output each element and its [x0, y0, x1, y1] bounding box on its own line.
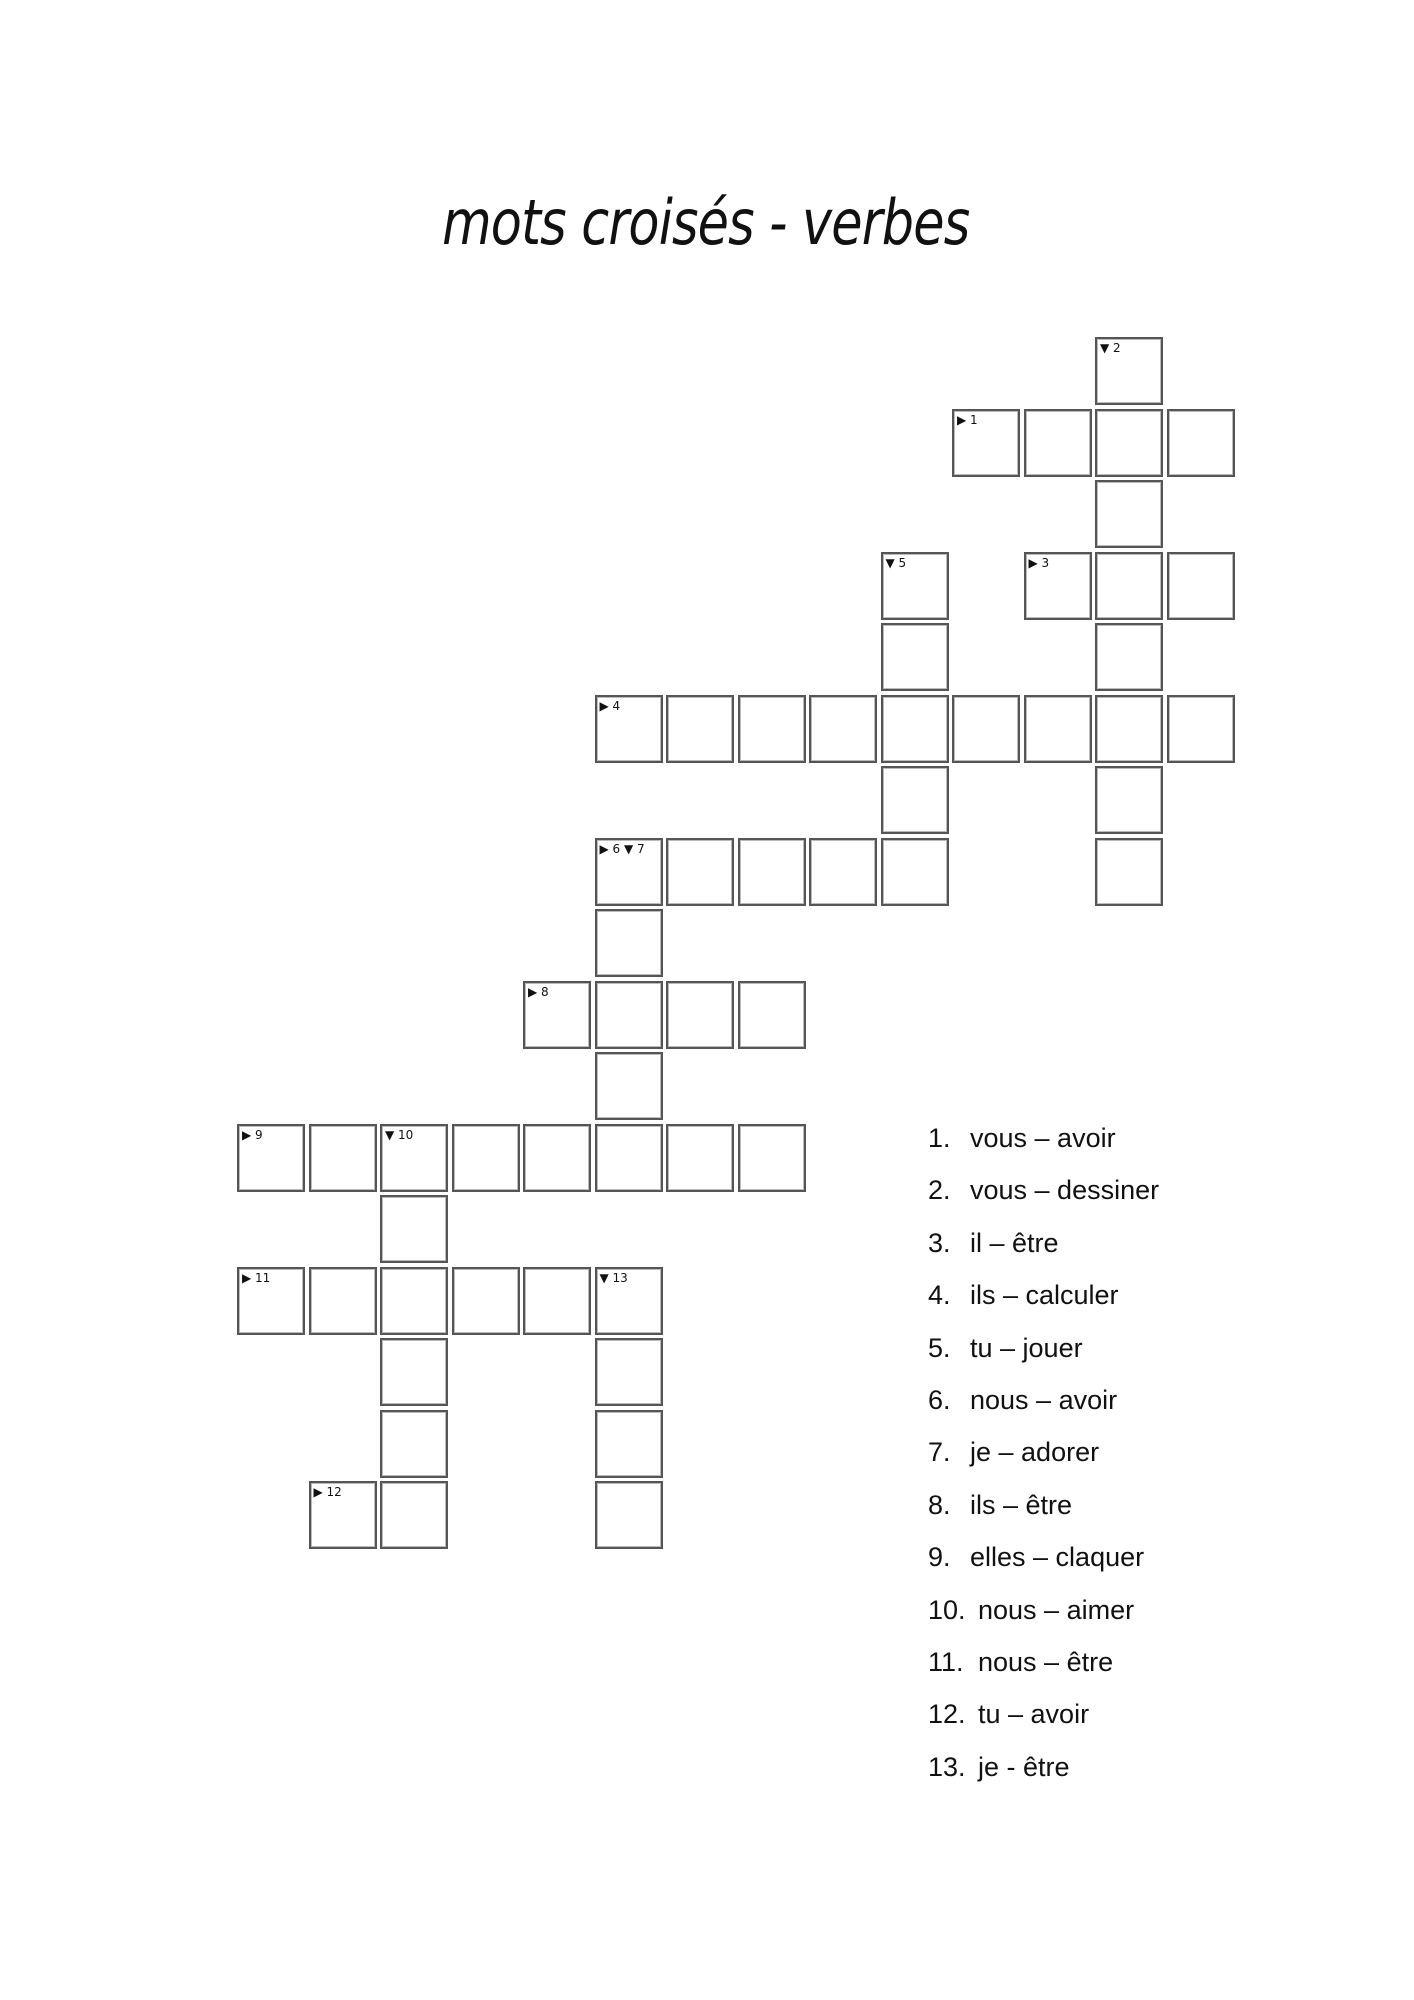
cell-letter-input[interactable]: [1026, 554, 1090, 618]
clue-number-label: ▼ 5: [885, 555, 907, 570]
cell-letter-input[interactable]: [382, 1483, 446, 1547]
grid-cell[interactable]: [666, 695, 734, 763]
grid-cell[interactable]: [1095, 552, 1163, 620]
cell-letter-input[interactable]: [239, 1126, 303, 1190]
cell-letter-input[interactable]: [740, 1126, 804, 1190]
clue-number-label: ▼ 10: [385, 1127, 414, 1142]
clue-number: 10.: [928, 1594, 966, 1625]
clue-text: vous – avoir: [970, 1123, 1116, 1153]
grid-cell[interactable]: [881, 623, 949, 691]
grid-cell[interactable]: [452, 1267, 520, 1335]
cell-letter-input[interactable]: [1097, 482, 1161, 546]
clue-item: [928, 1638, 1388, 1690]
grid-cell[interactable]: [881, 695, 949, 763]
cell-letter-input[interactable]: [883, 625, 947, 689]
grid-cell[interactable]: [738, 695, 806, 763]
cell-letter-input[interactable]: [597, 1054, 661, 1118]
clue-item: [928, 1481, 1388, 1533]
grid-cell[interactable]: [1095, 480, 1163, 548]
grid-cell[interactable]: [1024, 409, 1092, 477]
clue-number-label: ▼ 13: [599, 1270, 628, 1285]
grid-cell[interactable]: [666, 838, 734, 906]
grid-cell[interactable]: [1167, 695, 1235, 763]
grid-cell[interactable]: [809, 695, 877, 763]
grid-cell[interactable]: [1024, 695, 1092, 763]
cell-letter-input[interactable]: [311, 1126, 375, 1190]
clue-number: 4.: [928, 1280, 951, 1311]
cell-letter-input[interactable]: [454, 1269, 518, 1333]
cell-letter-input[interactable]: [1169, 554, 1233, 618]
grid-cell[interactable]: [595, 1338, 663, 1406]
cell-letter-input[interactable]: [382, 1340, 446, 1404]
cell-letter-input[interactable]: [1097, 768, 1161, 832]
cell-letter-input[interactable]: [239, 1269, 303, 1333]
clue-list: [928, 1114, 1388, 1795]
grid-cell[interactable]: [1095, 623, 1163, 691]
cell-letter-input[interactable]: [668, 840, 732, 904]
grid-cell[interactable]: [1095, 409, 1163, 477]
cell-letter-input[interactable]: [1097, 697, 1161, 761]
clue-number-label: ▶ 6 ▼ 7: [599, 841, 645, 856]
clue-item: [928, 1690, 1388, 1742]
grid-cell[interactable]: [881, 552, 949, 620]
grid-cell[interactable]: [595, 1124, 663, 1192]
grid-cell[interactable]: [523, 1267, 591, 1335]
cell-letter-input[interactable]: [597, 1269, 661, 1333]
cell-letter-input[interactable]: [1026, 697, 1090, 761]
cell-letter-input[interactable]: [954, 411, 1018, 475]
cell-letter-input[interactable]: [1097, 339, 1161, 403]
grid-cell[interactable]: [881, 766, 949, 834]
cell-letter-input[interactable]: [811, 697, 875, 761]
clue-item: [928, 1533, 1388, 1585]
clue-item: [928, 1219, 1388, 1271]
clue-text: je – adorer: [970, 1437, 1100, 1468]
cell-letter-input[interactable]: [382, 1412, 446, 1476]
cell-letter-input[interactable]: [668, 1126, 732, 1190]
grid-cell[interactable]: [595, 838, 663, 906]
grid-cell[interactable]: [595, 909, 663, 977]
clue-number-label: ▶ 12: [313, 1485, 342, 1499]
cell-letter-input[interactable]: [954, 697, 1018, 761]
clue-number: 13.: [928, 1751, 966, 1782]
grid-cell[interactable]: [952, 695, 1020, 763]
clue-text: ils – être: [970, 1489, 1073, 1520]
grid-cell[interactable]: [1095, 695, 1163, 763]
clue-number: 12.: [928, 1699, 966, 1730]
cell-letter-input[interactable]: [454, 1126, 518, 1190]
clue-number: 7.: [928, 1437, 951, 1468]
clue-number: 8.: [928, 1489, 951, 1520]
grid-cell[interactable]: [309, 1124, 377, 1192]
clue-item: [928, 1376, 1388, 1428]
clue-item: [928, 1114, 1388, 1166]
cell-letter-input[interactable]: [525, 1269, 589, 1333]
cell-letter-input[interactable]: [382, 1269, 446, 1333]
grid-cell[interactable]: [595, 1052, 663, 1120]
cell-letter-input[interactable]: [883, 768, 947, 832]
clue-number-label: ▶ 1: [957, 412, 978, 427]
cell-letter-input[interactable]: [1026, 411, 1090, 475]
cell-letter-input[interactable]: [1097, 625, 1161, 689]
grid-cell[interactable]: [1167, 552, 1235, 620]
grid-cell[interactable]: [380, 1267, 448, 1335]
clue-number-label: ▶ 11: [242, 1270, 271, 1285]
clue-text: vous – dessiner: [970, 1175, 1160, 1206]
cell-letter-input[interactable]: [740, 983, 804, 1047]
clue-item: [928, 1586, 1388, 1638]
grid-cell[interactable]: [380, 1124, 448, 1192]
cell-letter-input[interactable]: [811, 840, 875, 904]
cell-letter-input[interactable]: [382, 1126, 446, 1190]
cell-letter-input[interactable]: [883, 840, 947, 904]
cell-letter-input[interactable]: [668, 697, 732, 761]
grid-cell[interactable]: [523, 981, 591, 1049]
clue-text: tu – avoir: [978, 1699, 1090, 1730]
grid-cell[interactable]: [1095, 337, 1163, 405]
cell-letter-input[interactable]: [597, 1126, 661, 1190]
grid-cell[interactable]: [1167, 409, 1235, 477]
grid-cell[interactable]: [380, 1338, 448, 1406]
clue-item: [928, 1428, 1388, 1480]
cell-letter-input[interactable]: [597, 1412, 661, 1476]
clue-number-label: ▼ 2: [1100, 341, 1121, 355]
cell-letter-input[interactable]: [883, 697, 947, 761]
cell-letter-input[interactable]: [1097, 411, 1161, 475]
clue-text: nous – être: [978, 1646, 1114, 1677]
grid-cell[interactable]: [666, 981, 734, 1049]
grid-cell[interactable]: [595, 1410, 663, 1478]
clue-number-label: ▶ 3: [1028, 555, 1050, 570]
cell-letter-input[interactable]: [597, 983, 661, 1047]
cell-letter-input[interactable]: [597, 911, 661, 975]
clue-number: 2.: [928, 1175, 951, 1206]
cell-letter-input[interactable]: [597, 1340, 661, 1404]
clue-text: nous – aimer: [978, 1594, 1135, 1625]
grid-cell[interactable]: [523, 1124, 591, 1192]
clue-item: [928, 1743, 1388, 1795]
grid-cell[interactable]: [595, 695, 663, 763]
grid-cell[interactable]: [237, 1124, 305, 1192]
cell-letter-input[interactable]: [740, 697, 804, 761]
clue-text: il – être: [970, 1227, 1059, 1258]
clue-item: [928, 1271, 1388, 1323]
clue-number: 11.: [928, 1646, 964, 1677]
grid-cell[interactable]: [595, 1267, 663, 1335]
grid-cell[interactable]: [380, 1481, 448, 1549]
page-title: mots croisés - verbes: [442, 186, 970, 259]
clue-item: [928, 1324, 1388, 1376]
clue-number-label: ▶ 9: [242, 1127, 263, 1142]
clue-number: 5.: [928, 1332, 951, 1363]
cell-letter-input[interactable]: [525, 1126, 589, 1190]
clue-number: 6.: [928, 1384, 951, 1415]
clue-text: elles – claquer: [970, 1542, 1145, 1573]
cell-letter-input[interactable]: [1097, 554, 1161, 618]
clue-item: [928, 1166, 1388, 1218]
clue-text: tu – jouer: [970, 1332, 1083, 1363]
clue-number: 1.: [928, 1123, 951, 1153]
grid-cell[interactable]: [738, 981, 806, 1049]
grid-cell[interactable]: [666, 1124, 734, 1192]
cell-letter-input[interactable]: [597, 840, 661, 904]
grid-cell[interactable]: [237, 1267, 305, 1335]
grid-cell[interactable]: [1095, 766, 1163, 834]
grid-cell[interactable]: [380, 1195, 448, 1263]
clue-number: 9.: [928, 1542, 951, 1573]
cell-letter-input[interactable]: [311, 1483, 375, 1547]
cell-letter-input[interactable]: [597, 697, 661, 761]
cell-letter-input[interactable]: [1169, 697, 1233, 761]
grid-cell[interactable]: [380, 1410, 448, 1478]
cell-letter-input[interactable]: [740, 840, 804, 904]
grid-cell[interactable]: [952, 409, 1020, 477]
grid-cell[interactable]: [309, 1267, 377, 1335]
grid-cell[interactable]: [738, 1124, 806, 1192]
clue-number-label: ▶ 8: [528, 984, 549, 999]
clue-text: je - être: [978, 1751, 1070, 1782]
grid-cell[interactable]: [738, 838, 806, 906]
clue-number-label: ▶ 4: [599, 698, 621, 713]
grid-cell[interactable]: [881, 838, 949, 906]
grid-cell[interactable]: [1024, 552, 1092, 620]
cell-letter-input[interactable]: [597, 1483, 661, 1547]
cell-letter-input[interactable]: [883, 554, 947, 618]
clue-number: 3.: [928, 1227, 951, 1258]
grid-cell[interactable]: [595, 1481, 663, 1549]
clue-text: ils – calculer: [970, 1280, 1119, 1311]
grid-cell[interactable]: [809, 838, 877, 906]
cell-letter-input[interactable]: [311, 1269, 375, 1333]
grid-cell[interactable]: [309, 1481, 377, 1549]
grid-cell[interactable]: [595, 981, 663, 1049]
cell-letter-input[interactable]: [525, 983, 589, 1047]
grid-cell[interactable]: [452, 1124, 520, 1192]
clue-text: nous – avoir: [970, 1384, 1118, 1415]
cell-letter-input[interactable]: [1097, 840, 1161, 904]
grid-cell[interactable]: [1095, 838, 1163, 906]
cell-letter-input[interactable]: [1169, 411, 1233, 475]
cell-letter-input[interactable]: [382, 1197, 446, 1261]
cell-letter-input[interactable]: [668, 983, 732, 1047]
